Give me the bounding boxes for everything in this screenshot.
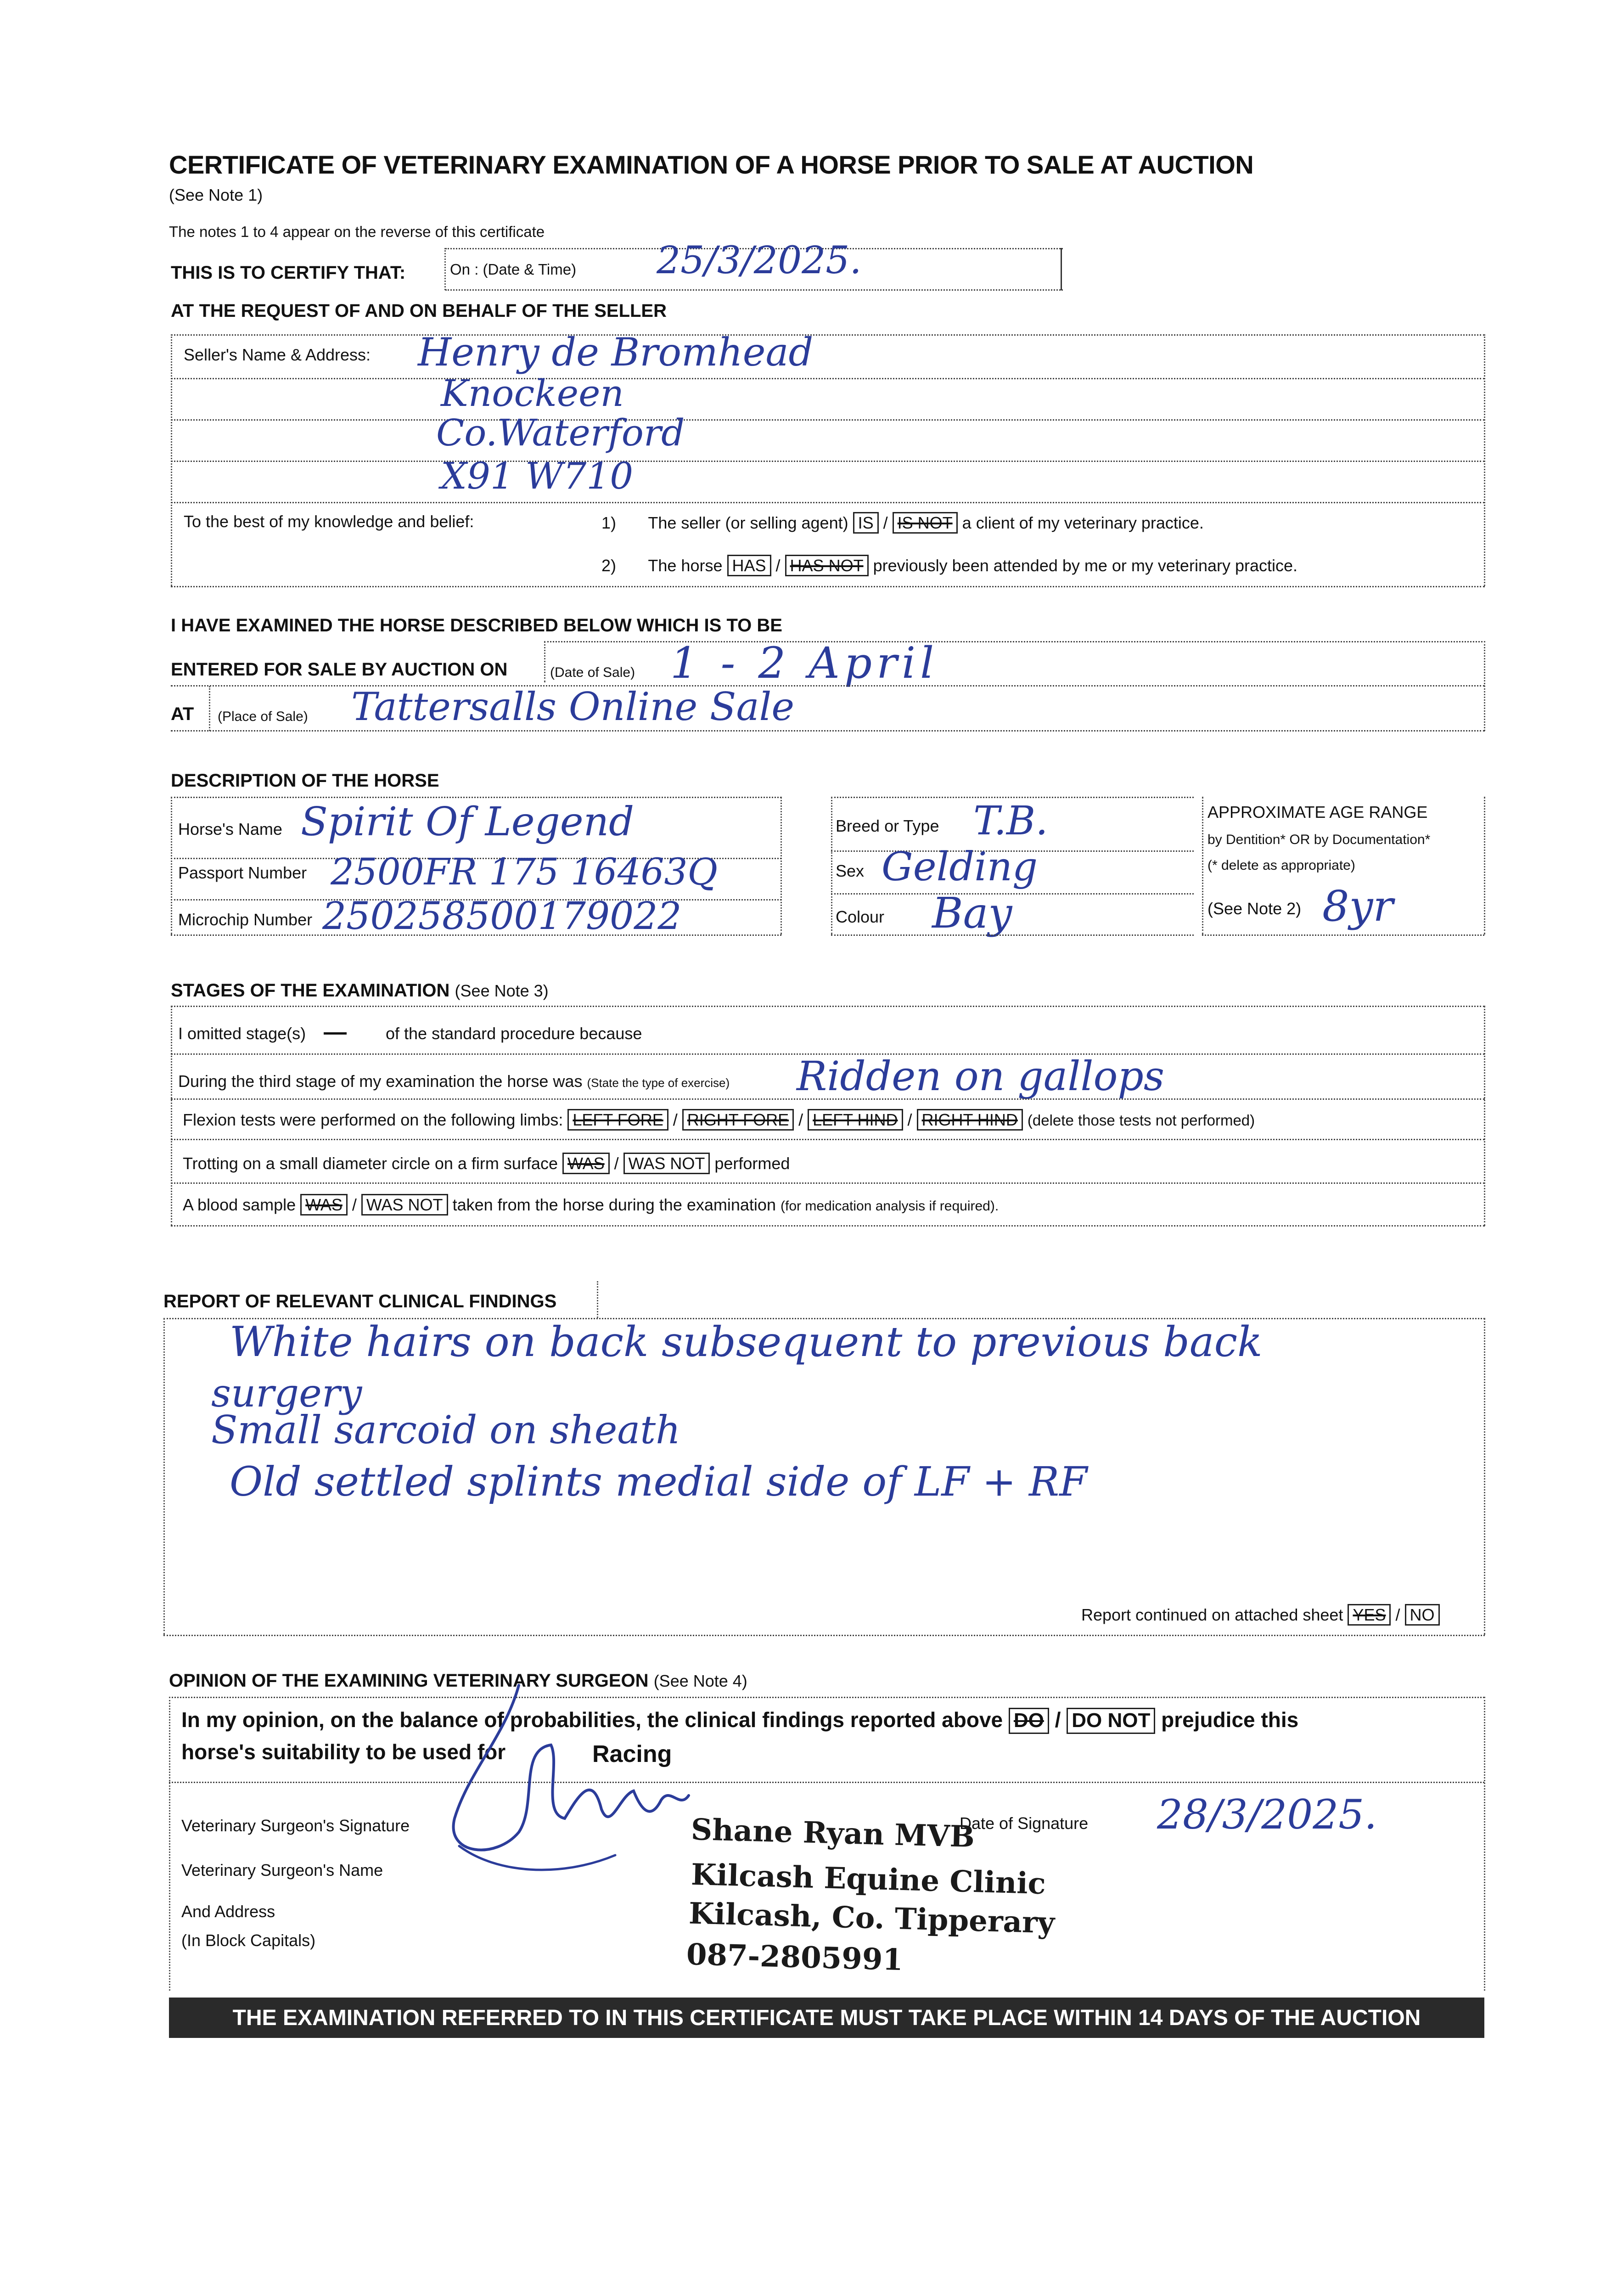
certify-label: THIS IS TO CERTIFY THAT: [171, 263, 406, 283]
opinion-use[interactable]: Racing [592, 1741, 672, 1767]
entered-label: ENTERED FOR SALE BY AUCTION ON [171, 659, 508, 680]
signature-date[interactable]: 28/3/2025. [1157, 1791, 1377, 1838]
stages-heading: STAGES OF THE EXAMINATION (See Note 3) [171, 980, 549, 1001]
opinion-heading: OPINION OF THE EXAMINING VETERINARY SURGEON (See Note 4) [169, 1671, 747, 1691]
microchip-label: Microchip Number [178, 910, 313, 929]
horse-name-label: Horse's Name [178, 820, 282, 838]
date-of-sale-label: (Date of Sale) [550, 665, 635, 680]
microchip-number[interactable]: 250258500179022 [322, 895, 682, 938]
omitted-value[interactable]: — [324, 1019, 347, 1045]
sex-value[interactable]: Gelding [882, 844, 1038, 890]
blood-sample-row: A blood sample WAS / WAS NOT taken from the horse during the examination (for medication analysis if required). [183, 1194, 999, 1216]
trotting-was-not[interactable]: WAS NOT [623, 1153, 710, 1174]
flexion-right-hind[interactable]: RIGHT HIND [917, 1109, 1023, 1131]
age-value[interactable]: 8yr [1322, 882, 1393, 931]
opinion-text-line1: In my opinion, on the balance of probabilities, the clinical findings reported above DO / DO NOT prejudice this [181, 1707, 1298, 1734]
omitted-post: of the standard procedure because [386, 1024, 642, 1043]
at-label: AT [171, 704, 194, 724]
report-line4[interactable]: Old settled splints medial side of LF + RF [230, 1458, 1088, 1505]
date-of-signature-label: Date of Signature [960, 1814, 1089, 1833]
blood-was[interactable]: WAS [300, 1194, 348, 1216]
notes-line: The notes 1 to 4 appear on the reverse of this certificate [169, 223, 545, 240]
age-by: by Dentition* OR by Documentation* [1207, 832, 1431, 847]
surgeon-name-label: Veterinary Surgeon's Name [181, 1861, 383, 1880]
continued-yes[interactable]: YES [1348, 1604, 1391, 1626]
is-not-option[interactable]: IS NOT [893, 512, 958, 534]
belief-label: To the best of my knowledge and belief: [184, 512, 474, 531]
signature-label: Veterinary Surgeon's Signature [181, 1816, 410, 1835]
seller-address-line2[interactable]: Co.Waterford [436, 411, 685, 454]
age-delete-note: (* delete as appropriate) [1207, 858, 1355, 873]
continued-no[interactable]: NO [1405, 1604, 1440, 1626]
sale-place[interactable]: Tattersalls Online Sale [351, 684, 795, 729]
certificate-title: CERTIFICATE OF VETERINARY EXAMINATION OF A HORSE PRIOR TO SALE AT AUCTION [169, 150, 1254, 179]
request-line: AT THE REQUEST OF AND ON BEHALF OF THE SELLER [171, 301, 667, 321]
breed-label: Breed or Type [836, 816, 939, 835]
passport-label: Passport Number [178, 863, 307, 882]
sex-label: Sex [836, 861, 865, 880]
seller-address-line3[interactable]: X91 W710 [441, 455, 634, 497]
flexion-left-hind[interactable]: LEFT HIND [808, 1109, 903, 1131]
third-stage-label: During the third stage of my examination the horse was (State the type of exercise) [178, 1072, 730, 1091]
stamp-line2: Kilcash Equine Clinic [691, 1857, 1046, 1902]
flexion-left-fore[interactable]: LEFT FORE [567, 1109, 668, 1131]
seller-address-line1[interactable]: Knockeen [441, 372, 624, 415]
opinion-text-line2: horse's suitability to be used for [181, 1740, 506, 1764]
belief-item1: 1) The seller (or selling agent) IS / IS NOT a client of my veterinary practice. [601, 512, 1204, 534]
block-capitals-label: (In Block Capitals) [181, 1931, 316, 1950]
seller-label: Seller's Name & Address: [184, 345, 371, 364]
is-option[interactable]: IS [853, 512, 879, 534]
footer-banner [169, 1998, 1484, 2038]
report-line1[interactable]: White hairs on back subsequent to previous back [230, 1318, 1263, 1366]
has-option[interactable]: HAS [727, 555, 771, 576]
stamp-line4: 087-2805991 [686, 1937, 904, 1978]
seller-name[interactable]: Henry de Bromhead [418, 330, 814, 375]
date-time-label: On : (Date & Time) [450, 261, 577, 278]
trotting-was[interactable]: WAS [562, 1153, 610, 1174]
colour-label: Colour [836, 907, 885, 926]
age-see-note: (See Note 2) [1207, 899, 1302, 918]
third-stage-exercise[interactable]: Ridden on gallops [797, 1052, 1164, 1100]
footer-text: THE EXAMINATION REFERRED TO IN THIS CERTIFICATE MUST TAKE PLACE WITHIN 14 DAYS OF THE AUCTION [232, 2005, 1421, 2030]
sale-date[interactable]: 1 - 2 April [670, 638, 939, 688]
examined-line: I HAVE EXAMINED THE HORSE DESCRIBED BELOW WHICH IS TO BE [171, 615, 782, 636]
horse-name[interactable]: Spirit Of Legend [301, 799, 635, 845]
flexion-row: Flexion tests were performed on the following limbs: LEFT FORE / RIGHT FORE / LEFT HIND / RIGHT HIND (delete those tests not performed) [183, 1109, 1255, 1131]
report-line2[interactable]: surgery [211, 1371, 362, 1416]
colour-value[interactable]: Bay [932, 889, 1012, 938]
report-line3[interactable]: Small sarcoid on sheath [211, 1407, 681, 1452]
age-heading: APPROXIMATE AGE RANGE [1207, 803, 1428, 822]
has-not-option[interactable]: HAS NOT [785, 555, 869, 576]
address-label: And Address [181, 1902, 275, 1921]
belief-item2: 2) The horse HAS / HAS NOT previously been attended by me or my veterinary practice. [601, 555, 1297, 576]
examination-date[interactable]: 25/3/2025. [657, 239, 862, 282]
breed-value[interactable]: T.B. [973, 798, 1048, 844]
omitted-label: I omitted stage(s) [178, 1024, 306, 1043]
report-heading: REPORT OF RELEVANT CLINICAL FINDINGS [163, 1291, 557, 1311]
passport-number[interactable]: 2500FR 175 16463Q [331, 850, 718, 893]
trotting-row: Trotting on a small diameter circle on a firm surface WAS / WAS NOT performed [183, 1153, 790, 1174]
report-continued-row: Report continued on attached sheet YES / NO [1081, 1604, 1440, 1626]
blood-was-not[interactable]: WAS NOT [361, 1194, 448, 1216]
stamp-line3: Kilcash, Co. Tipperary [688, 1896, 1055, 1941]
opinion-do[interactable]: DO [1009, 1708, 1049, 1734]
handwritten-signature [441, 1681, 698, 1883]
stamp-line1: Shane Ryan MVB [691, 1812, 975, 1855]
title-note: (See Note 1) [169, 186, 263, 204]
description-heading: DESCRIPTION OF THE HORSE [171, 771, 439, 791]
place-of-sale-label: (Place of Sale) [218, 709, 308, 724]
opinion-do-not[interactable]: DO NOT [1067, 1708, 1155, 1734]
flexion-right-fore[interactable]: RIGHT FORE [682, 1109, 794, 1131]
